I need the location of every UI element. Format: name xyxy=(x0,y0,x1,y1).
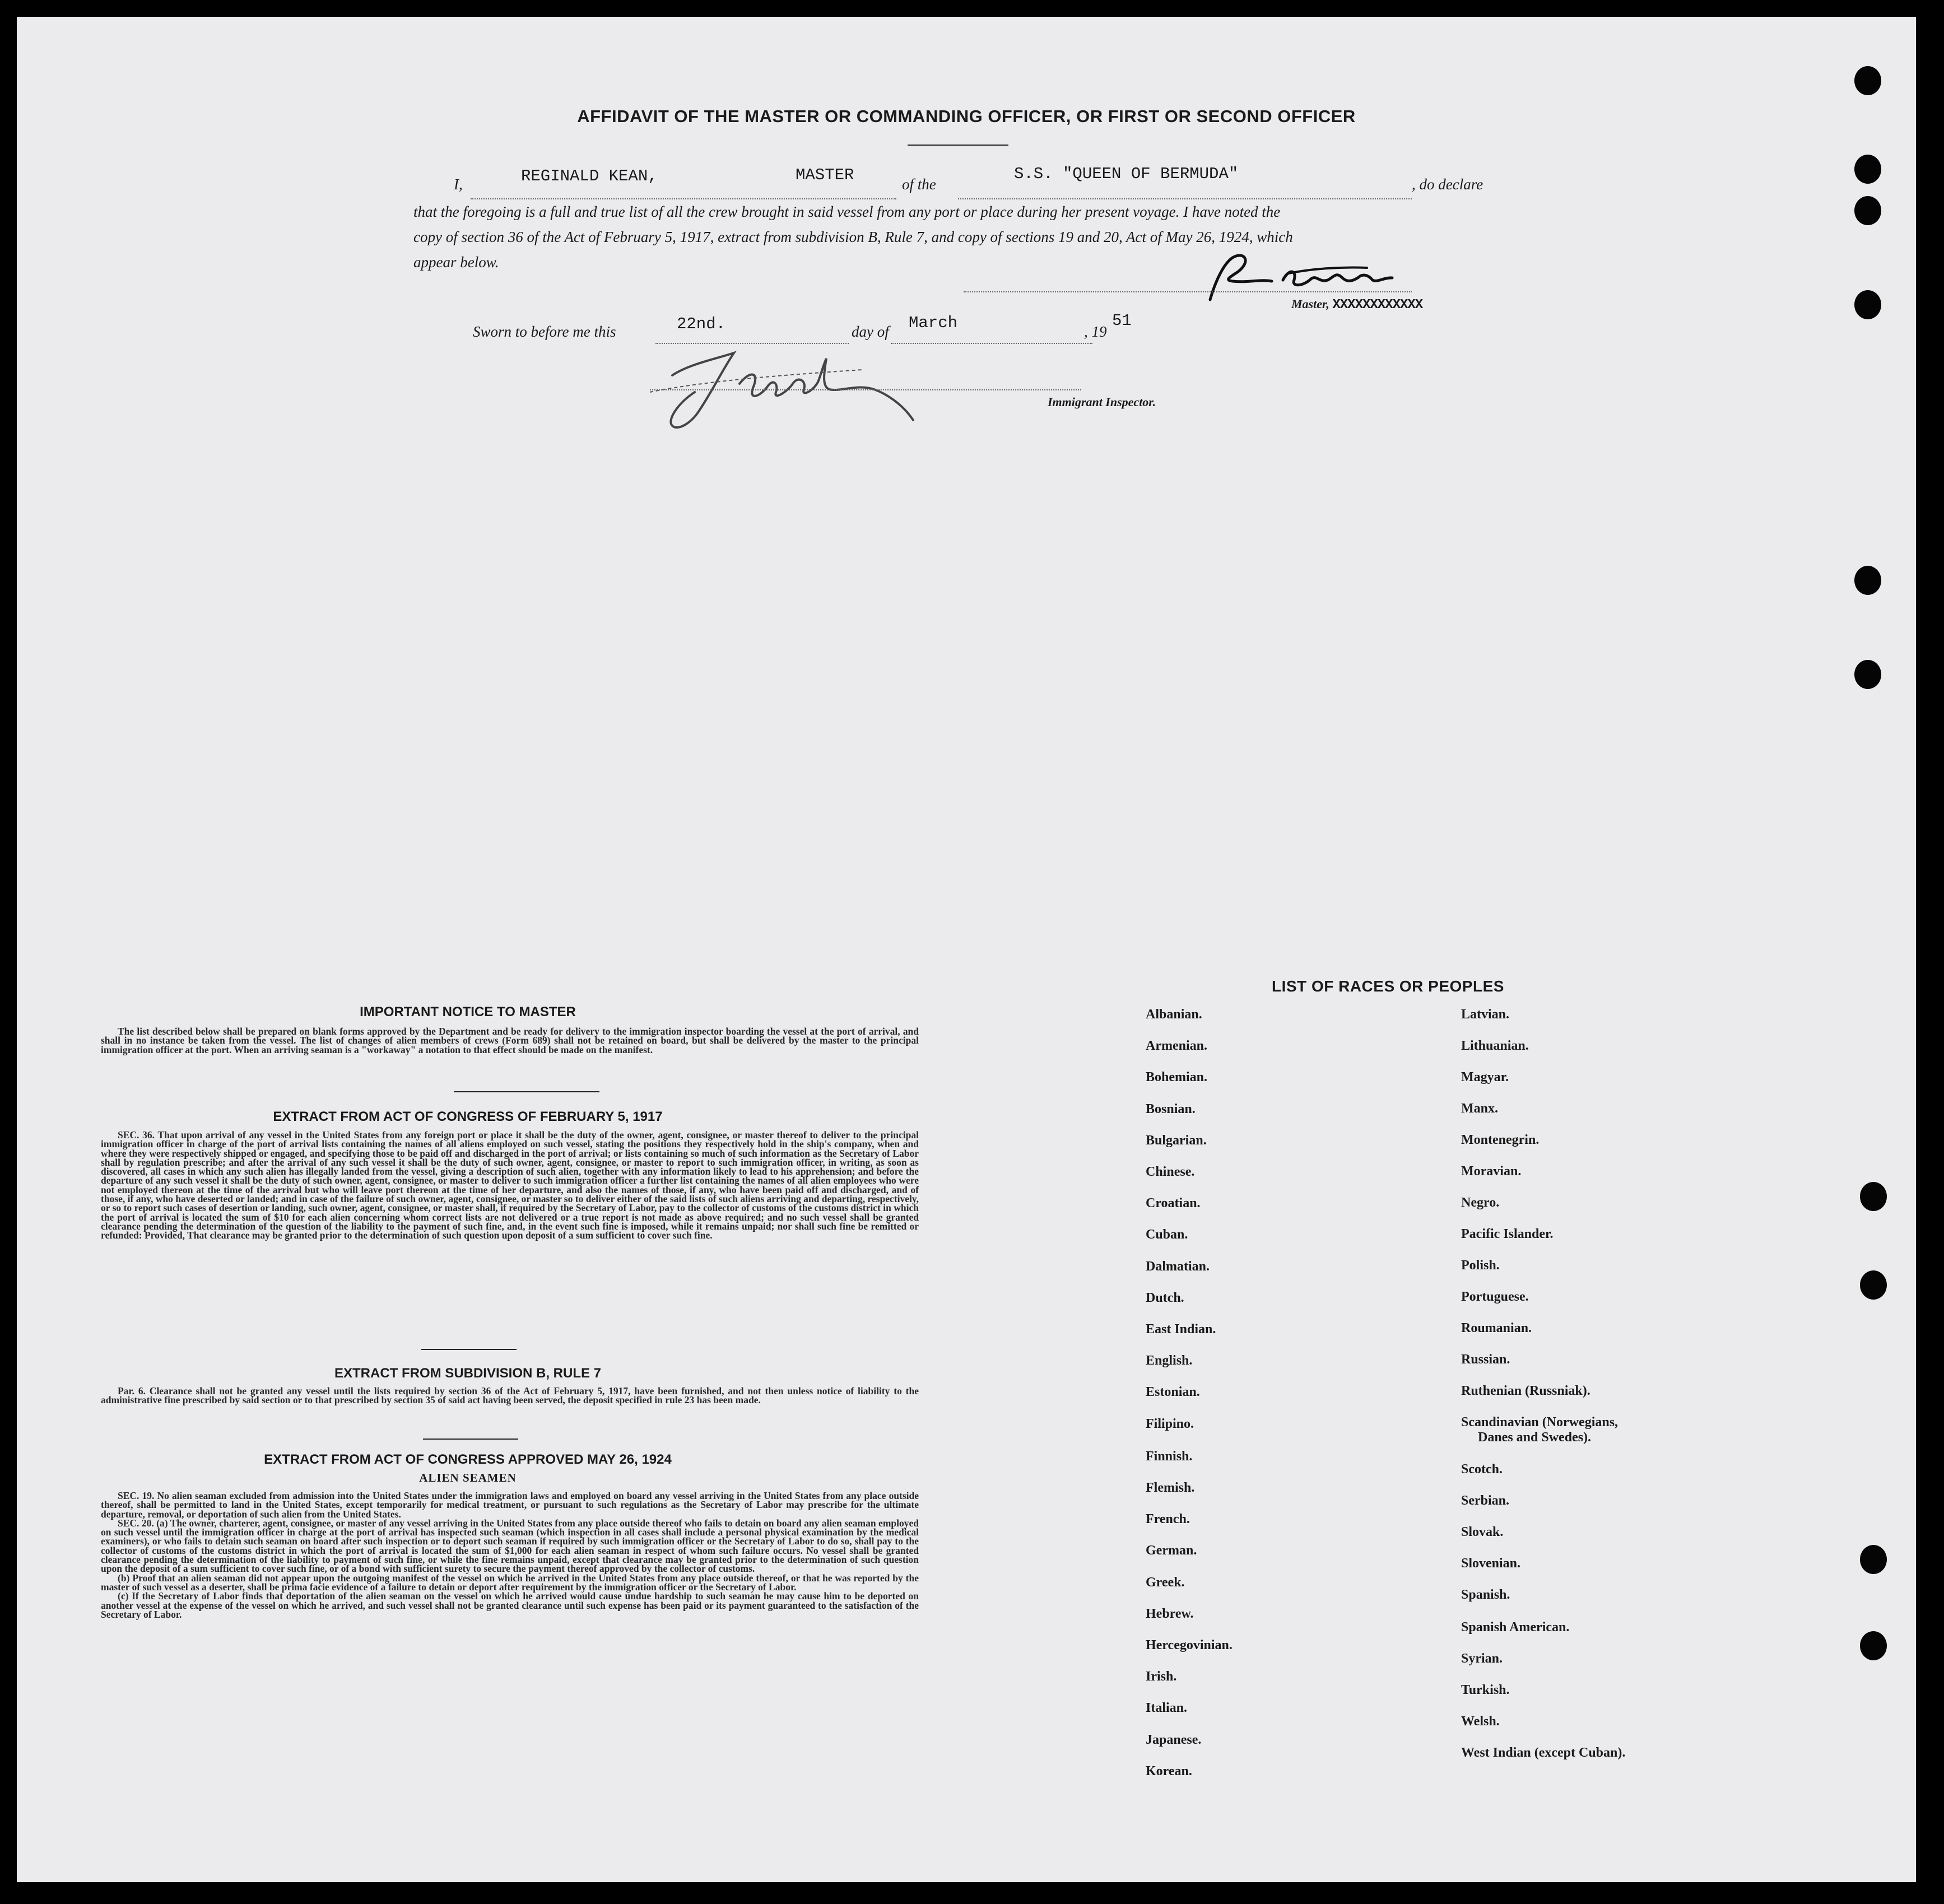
race-item: Montenegrin. xyxy=(1461,1133,1540,1147)
race-item: Scotch. xyxy=(1461,1462,1503,1477)
race-item: East Indian. xyxy=(1146,1322,1216,1337)
master-caption-label: Master, xyxy=(1291,297,1329,311)
race-item: Danes and Swedes). xyxy=(1478,1430,1592,1445)
extract-1917-text: SEC. 36. That upon arrival of any vessel in the United States from any foreign port or place it shall be the duty of the owner, agent, consignee, or master thereof to deliver to the principal immigration officer in charge of the port of arrival lists containing the names of all aliens employed on such vessel, stating the positions they respectively hold in the ship's company, when and where they were respectively shipped or engaged, and specifying those to be paid off and discharged in the port of arrival; or lists containing so much of such information as the Secretary of Labor shall by regulation prescribe; and after the arrival of any such vessel it shall be the duty of such owner, agent, consignee, or master to report to such immigration officer, in writing, as soon as discovered, all cases in which any such alien has illegally landed from the vessel, giving a description of such alien, together with any information likely to lead to his apprehension; and before the departure of any such vessel it shall be the duty of such owner, agent, consignee, or master to deliver to such immigration officer a further list containing the names of all alien employees who were not employed thereon at the time of the arrival but who will leave port thereon at the time of her departure, and also the names of those, if any, who have been paid off and discharged, and of those, if any, who have deserted or landed; and in case of the failure of such owner, agent, consignee, or master so to deliver either of the said lists of such aliens arriving and departing, respectively, or so to report such cases of desertion or landing, such owner, agent, consignee, or master shall, if required by the Secretary of Labor, pay to the collector of customs of the customs district in which the port of arrival is located the sum of $10 for each alien concerning whom correct lists are not delivered or a true report is not made as above required; and no such vessel shall be granted clearance pending the determination of the question of the liability to the payment of such fine, and, in the event such fine is imposed, while it remains unpaid; nor shall such fine be remitted or refunded: Provided, That clearance may be granted prior to the determination of such question upon deposit of a sum sufficient to cover such fine. xyxy=(101,1129,919,1241)
race-item: Bohemian. xyxy=(1146,1070,1208,1085)
race-item: Negro. xyxy=(1461,1195,1500,1210)
punch-hole xyxy=(1854,660,1881,689)
of-the-label: of the xyxy=(902,176,936,193)
signature-line xyxy=(964,291,1412,292)
master-name: REGINALD KEAN, xyxy=(521,167,658,185)
race-item: West Indian (except Cuban). xyxy=(1461,1745,1626,1760)
affidavit-i: I, xyxy=(454,176,463,193)
race-item: Latvian. xyxy=(1461,1007,1510,1022)
race-item: Magyar. xyxy=(1461,1070,1509,1084)
race-item: Slovenian. xyxy=(1461,1556,1521,1571)
race-item: Scandinavian (Norwegians, xyxy=(1461,1415,1619,1430)
do-declare-label: , do declare xyxy=(1412,176,1483,193)
blank-line xyxy=(958,198,1412,199)
race-item: Flemish. xyxy=(1146,1481,1195,1495)
vessel-name: S.S. "QUEEN OF BERMUDA" xyxy=(1014,165,1239,183)
struck-title: XXXXXXXXXXXX xyxy=(1332,297,1423,313)
extract-1924-subtitle: ALIEN SEAMEN xyxy=(419,1471,517,1484)
race-item: Portuguese. xyxy=(1461,1289,1529,1304)
race-item: Moravian. xyxy=(1461,1164,1522,1179)
sworn-month: March xyxy=(909,314,958,332)
punch-hole xyxy=(1860,1631,1887,1660)
race-item: Finnish. xyxy=(1146,1449,1193,1464)
race-item: Chinese. xyxy=(1146,1165,1195,1179)
affidavit-body-line3: appear below. xyxy=(413,254,499,271)
punch-hole xyxy=(1860,1270,1887,1300)
race-item: Hebrew. xyxy=(1146,1606,1194,1621)
race-item: Spanish. xyxy=(1461,1588,1510,1602)
race-item: Manx. xyxy=(1461,1101,1498,1116)
race-item: Spanish American. xyxy=(1461,1620,1570,1635)
punch-hole xyxy=(1854,66,1881,95)
race-item: Korean. xyxy=(1146,1763,1192,1779)
race-item: Albanian. xyxy=(1146,1007,1202,1022)
race-item: Roumanian. xyxy=(1461,1321,1532,1335)
sworn-year: 51 xyxy=(1112,311,1132,330)
race-item: Irish. xyxy=(1146,1669,1177,1684)
race-item: Dutch. xyxy=(1146,1290,1184,1305)
race-item: Dalmatian. xyxy=(1146,1259,1210,1274)
race-item: Turkish. xyxy=(1461,1683,1510,1697)
punch-hole xyxy=(1854,566,1881,595)
race-item: Armenian. xyxy=(1146,1039,1207,1054)
race-item: Italian. xyxy=(1146,1701,1188,1716)
race-item: Pacific Islander. xyxy=(1461,1227,1554,1241)
inspector-caption: Immigrant Inspector. xyxy=(1048,395,1156,409)
race-item: English. xyxy=(1146,1353,1193,1368)
sworn-label: Sworn to before me this xyxy=(473,323,616,340)
punch-hole xyxy=(1860,1545,1887,1574)
sec20a-text: SEC. 20. (a) The owner, charterer, agent, consignee, or master of any vessel arriving in the United States from any place outside thereof who fails to detain on board any alien seaman employed on such vessel until the immigration officer in charge at the port of arrival has inspected such seaman (which inspection in all cases shall include a personal physical examination by the medical examiners), or who fails to detain such seaman on board after such inspection or to deport such seaman if required by such immigration officer or the Secretary of Labor to do so, shall pay to the collector of customs of the customs district in which the port of arrival is located the sum of $1,000 for each alien seaman in respect of whom such failure occurs. No vessel shall be granted clearance pending the determination of the liability to payment of such fine, or while the fine remains unpaid, except that clearance may be granted prior to the determination of such question upon the deposit of a sum sufficient to cover such fine, or of a bond with sufficient surety to secure the payment thereof approved by the collector of customs. xyxy=(101,1517,919,1575)
year-prefix: , 19 xyxy=(1084,323,1107,340)
sec20b-text: (b) Proof that an alien seaman did not appear upon the outgoing manifest of the vessel on which he arrived in the United States from any place outside thereof, or that he was reported by the master of such vessel as a deserter, shall be prima facie evidence of a failure to detain or deport after requirement by the immigration officer or the Secretary of Labor. xyxy=(101,1572,919,1593)
blank-line xyxy=(471,198,896,199)
race-item: Filipino. xyxy=(1146,1416,1194,1431)
race-item: Japanese. xyxy=(1146,1732,1202,1747)
race-item: French. xyxy=(1146,1512,1190,1527)
extract-1924-text xyxy=(101,1491,919,1619)
punch-hole xyxy=(1860,1182,1887,1211)
section-divider xyxy=(421,1349,517,1350)
race-item: Cuban. xyxy=(1146,1227,1188,1242)
extract-1924-title: EXTRACT FROM ACT OF CONGRESS APPROVED MAY 26, 1924 xyxy=(264,1452,672,1467)
race-item: Bosnian. xyxy=(1146,1101,1196,1116)
inspector-signature-line xyxy=(650,389,1081,390)
punch-hole xyxy=(1854,290,1881,319)
race-item: German. xyxy=(1146,1543,1197,1558)
race-item: Syrian. xyxy=(1461,1651,1503,1666)
form-page xyxy=(17,17,1916,1882)
race-item: Bulgarian. xyxy=(1146,1133,1207,1148)
sworn-day: 22nd. xyxy=(677,315,726,333)
affidavit-title: AFFIDAVIT OF THE MASTER OR COMMANDING OFFICER, OR FIRST OR SECOND OFFICER xyxy=(577,106,1356,126)
master-caption xyxy=(1291,297,1422,313)
punch-hole xyxy=(1854,155,1881,184)
sec20c-text: (c) If the Secretary of Labor finds that deportation of the alien seaman on the vessel on which he arrived would cause undue hardship to such seaman he may cause him to be deported on another vessel at the expense of the vessel on which he arrived, and such vessel shall not be granted clearance until such expense has been paid or its payment guaranteed to the satisfaction of the Secretary of Labor. xyxy=(101,1590,919,1620)
section-divider xyxy=(423,1439,518,1440)
title-divider xyxy=(908,145,1008,146)
punch-hole xyxy=(1854,196,1881,225)
race-item: Lithuanian. xyxy=(1461,1039,1529,1053)
inspector-signature xyxy=(639,330,930,443)
race-item: Slovak. xyxy=(1461,1525,1504,1539)
race-item: Greek. xyxy=(1146,1575,1185,1590)
race-item: Croatian. xyxy=(1146,1196,1201,1211)
race-item: Hercegovinian. xyxy=(1146,1638,1233,1652)
race-item: Ruthenian (Russniak). xyxy=(1461,1384,1590,1398)
race-item: Polish. xyxy=(1461,1258,1500,1273)
rule7-text: Par. 6. Clearance shall not be granted any vessel until the lists required by section 36 of the Act of February 5, 1917, have been furnished, and not then unless notice of liability to the administrative fine prescribed by said section or to that prescribed by section 35 of said act having been served, the deposit specified in rule 23 has been made. xyxy=(101,1385,919,1406)
extract-1917-title: EXTRACT FROM ACT OF CONGRESS OF FEBRUARY 5, 1917 xyxy=(273,1109,663,1124)
race-item: Russian. xyxy=(1461,1352,1510,1367)
race-item: Welsh. xyxy=(1461,1714,1500,1729)
rule7-title: EXTRACT FROM SUBDIVISION B, RULE 7 xyxy=(334,1366,602,1381)
day-of-label: day of xyxy=(852,323,889,340)
sec19-text: SEC. 19. No alien seaman excluded from admission into the United States under the immigration laws and employed on board any vessel arriving in the United States from any place outside thereof, shall be permitted to land in the United States, except temporarily for medical treatment, or pursuant to such regulations as the Secretary of Labor may prescribe for the ultimate departure, removal, or deportation of such alien from the United States. xyxy=(101,1490,919,1520)
section-divider xyxy=(454,1091,599,1092)
race-item: Serbian. xyxy=(1461,1493,1510,1508)
notice-text: The list described below shall be prepared on blank forms approved by the Department and be ready for delivery to the immigration inspector boarding the vessel at the port of arrival, and shall in no instance be taken from the vessel. The list of changes of alien members of crews (Form 689) shall not be retained on board, but shall be delivered by the master to the principal immigration officer at the port. When an arriving seaman is a "workaway" a notation to that effect should be made on the manifest. xyxy=(101,1026,919,1055)
master-rank: MASTER xyxy=(796,166,854,184)
affidavit-body-line2: copy of section 36 of the Act of February 5, 1917, extract from subdivision B, Rule 7, and copy of sections 19 and 20, Act of May 26, 1924, which xyxy=(413,229,1293,245)
races-title: LIST OF RACES OR PEOPLES xyxy=(1272,977,1504,995)
affidavit-body-line1: that the foregoing is a full and true list of all the crew brought in said vessel from any port or place during her present voyage. I have noted the xyxy=(413,203,1281,220)
race-item: Estonian. xyxy=(1146,1385,1200,1400)
notice-title: IMPORTANT NOTICE TO MASTER xyxy=(360,1004,576,1019)
